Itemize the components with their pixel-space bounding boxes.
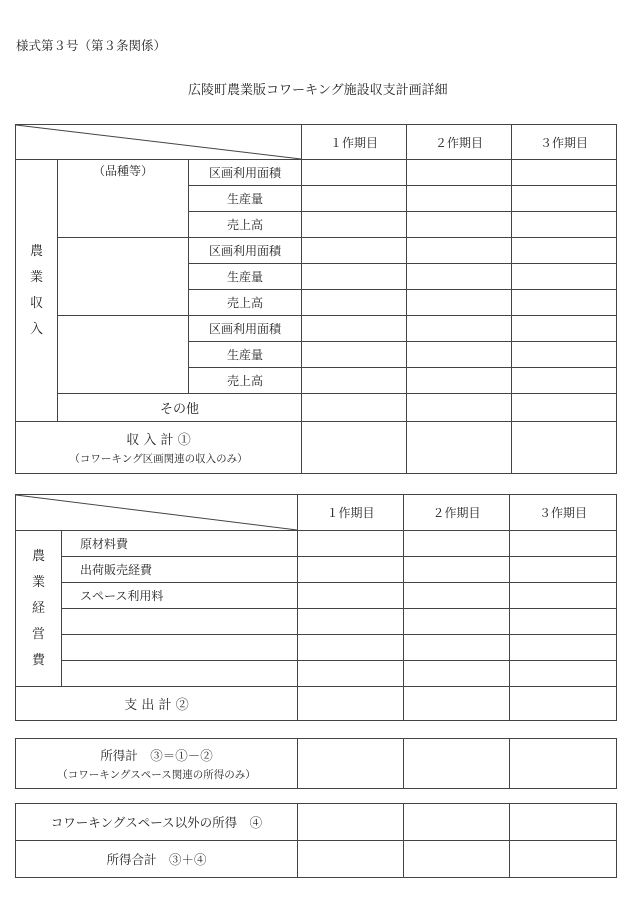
period-1-header: １作期目 [302, 125, 407, 160]
variety-cell-2[interactable] [58, 238, 189, 316]
value-cell[interactable] [404, 583, 510, 609]
period-2-header: ２作期目 [407, 125, 512, 160]
form-number: 様式第３号（第３条関係） [16, 38, 167, 53]
value-cell[interactable] [302, 368, 407, 394]
value-cell[interactable] [510, 557, 617, 583]
diagonal-header-cell [16, 125, 302, 160]
value-cell[interactable] [302, 264, 407, 290]
value-cell[interactable] [512, 212, 617, 238]
value-cell[interactable] [512, 186, 617, 212]
profit-cell[interactable] [404, 739, 510, 789]
expense-item-blank[interactable] [62, 661, 298, 687]
value-cell[interactable] [407, 238, 512, 264]
value-cell[interactable] [407, 212, 512, 238]
grand-total-cell[interactable] [510, 841, 617, 878]
item-label: 区画利用面積 [189, 316, 302, 342]
value-cell[interactable] [512, 342, 617, 368]
value-cell[interactable] [404, 557, 510, 583]
value-cell[interactable] [302, 316, 407, 342]
expense-item-blank[interactable] [62, 635, 298, 661]
value-cell[interactable] [302, 212, 407, 238]
expense-table [15, 494, 617, 721]
total-income-table [15, 803, 617, 878]
value-cell[interactable] [302, 394, 407, 422]
value-cell[interactable] [510, 804, 617, 841]
value-cell[interactable] [404, 661, 510, 687]
value-cell[interactable] [302, 186, 407, 212]
profit-table [15, 738, 617, 789]
grand-total-cell[interactable] [404, 841, 510, 878]
value-cell[interactable] [510, 609, 617, 635]
value-cell[interactable] [407, 342, 512, 368]
value-cell[interactable] [512, 394, 617, 422]
variety-cell-3[interactable] [58, 316, 189, 394]
value-cell[interactable] [510, 531, 617, 557]
value-cell[interactable] [510, 661, 617, 687]
period-1-header: １作期目 [298, 495, 404, 531]
value-cell[interactable] [302, 160, 407, 186]
period-2-header: ２作期目 [404, 495, 510, 531]
value-cell[interactable] [407, 160, 512, 186]
value-cell[interactable] [404, 804, 510, 841]
grand-total-label: 所得合計 ③＋④ [16, 841, 298, 878]
variety-cell-1[interactable]: （品種等） [58, 160, 189, 238]
other-source-income-label: コワーキングスペース以外の所得 ④ [16, 804, 298, 841]
income-total-label: 収 入 計 ① （コワーキング区画関連の収入のみ） [16, 422, 302, 474]
grand-total-cell[interactable] [298, 841, 404, 878]
item-label: 売上高 [189, 290, 302, 316]
item-label: 生産量 [189, 186, 302, 212]
value-cell[interactable] [407, 316, 512, 342]
income-table [15, 124, 617, 474]
value-cell[interactable] [407, 290, 512, 316]
profit-cell[interactable] [510, 739, 617, 789]
item-label: 売上高 [189, 212, 302, 238]
page-title: 広陵町農業版コワーキング施設収支計画詳細 [188, 83, 448, 98]
income-total-cell[interactable] [407, 422, 512, 474]
expense-total-label: 支 出 計 ② [16, 687, 298, 721]
profit-label: 所得計 ③＝①－② （コワーキングスペース関連の所得のみ） [16, 739, 298, 789]
value-cell[interactable] [510, 583, 617, 609]
value-cell[interactable] [512, 316, 617, 342]
period-3-header: ３作期目 [512, 125, 617, 160]
other-income-label: その他 [58, 394, 302, 422]
expense-item-blank[interactable] [62, 609, 298, 635]
value-cell[interactable] [512, 238, 617, 264]
value-cell[interactable] [512, 368, 617, 394]
diagonal-header-cell [16, 495, 298, 531]
value-cell[interactable] [407, 368, 512, 394]
value-cell[interactable] [302, 342, 407, 368]
item-label: 区画利用面積 [189, 238, 302, 264]
value-cell[interactable] [298, 557, 404, 583]
expense-total-cell[interactable] [510, 687, 617, 721]
value-cell[interactable] [512, 160, 617, 186]
item-label: 生産量 [189, 264, 302, 290]
value-cell[interactable] [407, 186, 512, 212]
expense-total-cell[interactable] [404, 687, 510, 721]
period-3-header: ３作期目 [510, 495, 617, 531]
value-cell[interactable] [302, 238, 407, 264]
value-cell[interactable] [298, 583, 404, 609]
income-total-cell[interactable] [512, 422, 617, 474]
value-cell[interactable] [302, 290, 407, 316]
value-cell[interactable] [298, 661, 404, 687]
item-label: 区画利用面積 [189, 160, 302, 186]
value-cell[interactable] [404, 531, 510, 557]
value-cell[interactable] [407, 394, 512, 422]
value-cell[interactable] [407, 264, 512, 290]
value-cell[interactable] [298, 635, 404, 661]
value-cell[interactable] [298, 531, 404, 557]
expense-item-label: スペース利用料 [62, 583, 298, 609]
value-cell[interactable] [510, 635, 617, 661]
value-cell[interactable] [298, 804, 404, 841]
expense-item-label: 原材料費 [62, 531, 298, 557]
expense-category-label: 農 業 経 営 費 [16, 531, 62, 687]
profit-cell[interactable] [298, 739, 404, 789]
expense-item-label: 出荷販売経費 [62, 557, 298, 583]
value-cell[interactable] [512, 264, 617, 290]
item-label: 売上高 [189, 368, 302, 394]
value-cell[interactable] [404, 609, 510, 635]
value-cell[interactable] [512, 290, 617, 316]
value-cell[interactable] [298, 609, 404, 635]
value-cell[interactable] [404, 635, 510, 661]
income-category-label: 農 業 収 入 [16, 160, 58, 422]
item-label: 生産量 [189, 342, 302, 368]
expense-total-cell[interactable] [298, 687, 404, 721]
income-total-cell[interactable] [302, 422, 407, 474]
